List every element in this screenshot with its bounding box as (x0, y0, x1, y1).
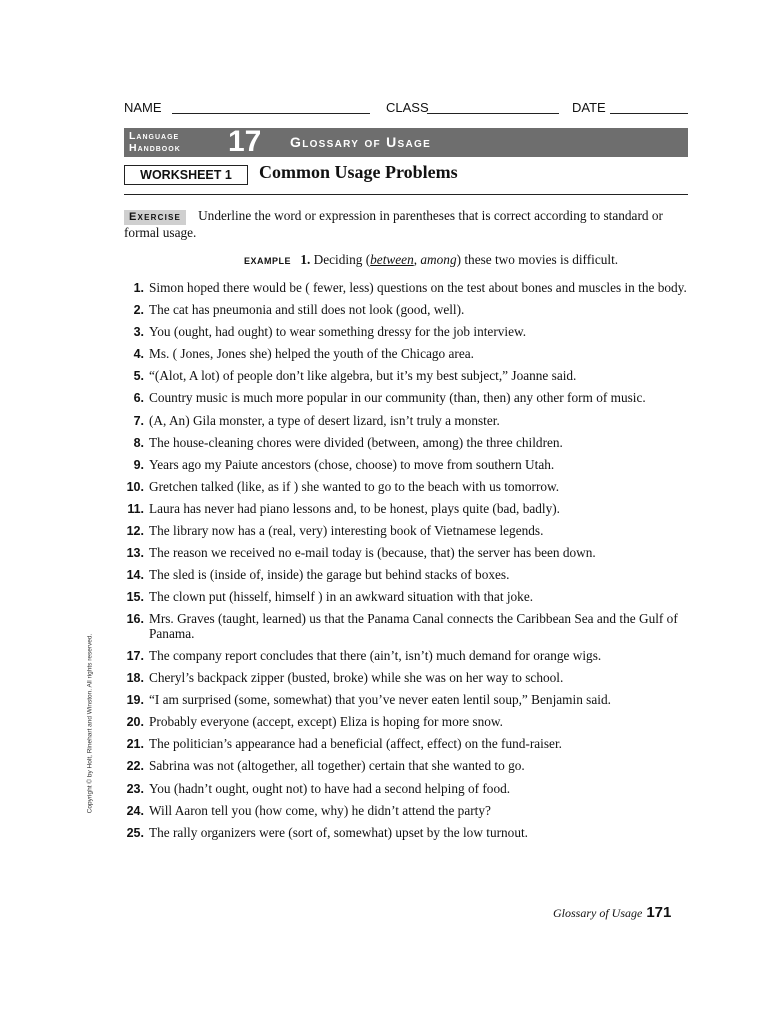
list-item (124, 568, 688, 583)
list-item (124, 649, 688, 664)
item-number: 14. (126, 568, 144, 583)
item-number: 11. (127, 501, 144, 516)
item-number: 3. (133, 325, 144, 340)
item-text: The cat has pneumonia and still does not look (good, well). (149, 302, 465, 318)
example-number: 1. (300, 252, 311, 267)
item-text: The house-cleaning chores were divided (between, among) the three children. (149, 434, 563, 450)
item-number: 2. (133, 303, 144, 318)
list-item (124, 414, 688, 429)
list-item (124, 347, 688, 362)
list-item (124, 480, 688, 495)
item-text: Years ago my Paiute ancestors (chose, choose) to move from southern Utah. (149, 456, 555, 472)
item-number: 7. (133, 413, 144, 428)
item-number: 10. (126, 479, 144, 494)
list-item (124, 502, 688, 517)
worksheet-label: WORKSHEET 1 (124, 165, 248, 185)
item-number: 8. (133, 435, 144, 450)
list-item (124, 737, 688, 752)
example-line (244, 252, 618, 268)
handbook-label (129, 130, 181, 154)
list-item (124, 590, 688, 605)
list-item (124, 458, 688, 473)
exercise-label: Exercise (124, 210, 186, 225)
name-label: NAME (124, 100, 162, 115)
example-tag: EXAMPLE (244, 256, 292, 266)
example-sep: , (413, 252, 421, 267)
example-after: ) these two movies is difficult. (456, 252, 619, 267)
worksheet-title: Common Usage Problems (259, 162, 458, 182)
list-item (124, 436, 688, 451)
footer-section: Glossary of Usage (553, 906, 643, 920)
handbook-line1: Language (129, 130, 180, 142)
list-item (124, 804, 688, 819)
item-number: 16. (126, 612, 144, 627)
list-item (124, 391, 688, 406)
divider (124, 194, 688, 195)
page-number: 171 (646, 904, 672, 921)
item-text: You (hadn’t ought, ought not) to have had a second helping of food. (149, 780, 511, 796)
item-number: 23. (126, 781, 144, 796)
item-number: 17. (126, 649, 144, 663)
item-text: Country music is much more popular in our community (than, then) any other form of music. (149, 390, 646, 406)
list-item (124, 782, 688, 797)
example-before: Deciding ( (313, 252, 371, 267)
list-item (124, 524, 688, 539)
date-label: DATE (572, 100, 606, 115)
item-number: 18. (126, 671, 144, 686)
item-text: The politician’s appearance had a beneficial (affect, effect) on the fund-raiser. (149, 736, 562, 752)
student-info-header (124, 100, 688, 116)
chapter-title: Glossary of Usage (290, 134, 432, 150)
item-number: 4. (133, 347, 144, 362)
item-text: “(Alot, A lot) of people don’t like algebra, but it’s my best subject,” Joanne said. (149, 368, 577, 384)
item-number: 9. (133, 457, 144, 472)
list-item (124, 612, 688, 641)
list-item (124, 826, 688, 841)
list-item (124, 369, 688, 384)
item-text: Probably everyone (accept, except) Eliza is hoping for more snow. (149, 714, 503, 730)
item-text: The clown put (hisself, himself ) in an awkward situation with that joke. (149, 589, 534, 605)
list-item (124, 281, 688, 296)
item-text: “I am surprised (some, somewhat) that you’ve never eaten lentil soup,” Benjamin said. (149, 692, 611, 708)
item-text: Mrs. Graves (taught, learned) us that the Panama Canal connects the Caribbean Sea and the Gulf of Panama. (149, 611, 678, 641)
item-text: Cheryl’s backpack zipper (busted, broke) while she was on her way to school. (149, 670, 564, 686)
item-number: 15. (126, 590, 144, 605)
list-item (124, 303, 688, 318)
question-list (124, 281, 688, 848)
example-alternative: among (420, 252, 457, 267)
page-footer (553, 904, 671, 921)
list-item (124, 546, 688, 561)
item-text: The company report concludes that there (ain’t, isn’t) much demand for orange wigs. (149, 648, 602, 663)
chapter-banner (124, 125, 688, 158)
item-number: 24. (126, 803, 144, 818)
item-text: Will Aaron tell you (how come, why) he didn’t attend the party? (149, 802, 491, 818)
item-number: 12. (126, 524, 144, 539)
item-number: 21. (126, 737, 144, 752)
item-text: Laura has never had piano lessons and, to be honest, plays quite (bad, badly). (149, 500, 560, 516)
exercise-text: Underline the word or expression in parentheses that is correct according to standard or formal usage. (124, 208, 663, 240)
item-text: Sabrina was not (altogether, all together) certain that she wanted to go. (149, 758, 525, 774)
item-text: The rally organizers were (sort of, somewhat) upset by the low turnout. (149, 824, 528, 840)
item-number: 20. (126, 715, 144, 730)
item-text: (A, An) Gila monster, a type of desert lizard, isn’t truly a monster. (149, 412, 500, 428)
name-field[interactable] (172, 113, 370, 114)
list-item (124, 693, 688, 708)
handbook-line2: Handbook (129, 142, 181, 154)
item-number: 19. (126, 693, 144, 708)
item-text: Gretchen talked (like, as if ) she wanted to go to the beach with us tomorrow. (149, 478, 560, 494)
item-number: 13. (126, 546, 144, 561)
item-text: You (ought, had ought) to wear something dressy for the job interview. (149, 324, 527, 340)
class-field[interactable] (427, 113, 559, 114)
item-number: 1. (133, 281, 144, 295)
exercise-instructions (124, 208, 688, 240)
list-item (124, 671, 688, 686)
item-text: Ms. ( Jones, Jones she) helped the youth of the Chicago area. (149, 346, 474, 362)
item-number: 22. (126, 759, 144, 774)
item-number: 6. (133, 391, 144, 406)
example-answer: between (370, 252, 414, 267)
item-number: 25. (126, 825, 144, 840)
copyright-notice: Copyright © by Holt, Rinehart and Winston. All rights reserved. (86, 633, 94, 814)
chapter-number: 17 (228, 125, 262, 158)
list-item (124, 715, 688, 730)
date-field[interactable] (610, 113, 688, 114)
item-text: The sled is (inside of, inside) the garage but behind stacks of boxes. (149, 567, 510, 583)
item-text: The library now has a (real, very) interesting book of Vietnamese legends. (149, 523, 544, 539)
item-number: 5. (133, 369, 144, 384)
item-text: The reason we received no e-mail today is (because, that) the server has been down. (149, 545, 596, 561)
list-item (124, 325, 688, 340)
class-label: CLASS (386, 100, 429, 115)
item-text: Simon hoped there would be ( fewer, less) questions on the test about bones and muscles in the body. (149, 280, 687, 295)
list-item (124, 759, 688, 774)
